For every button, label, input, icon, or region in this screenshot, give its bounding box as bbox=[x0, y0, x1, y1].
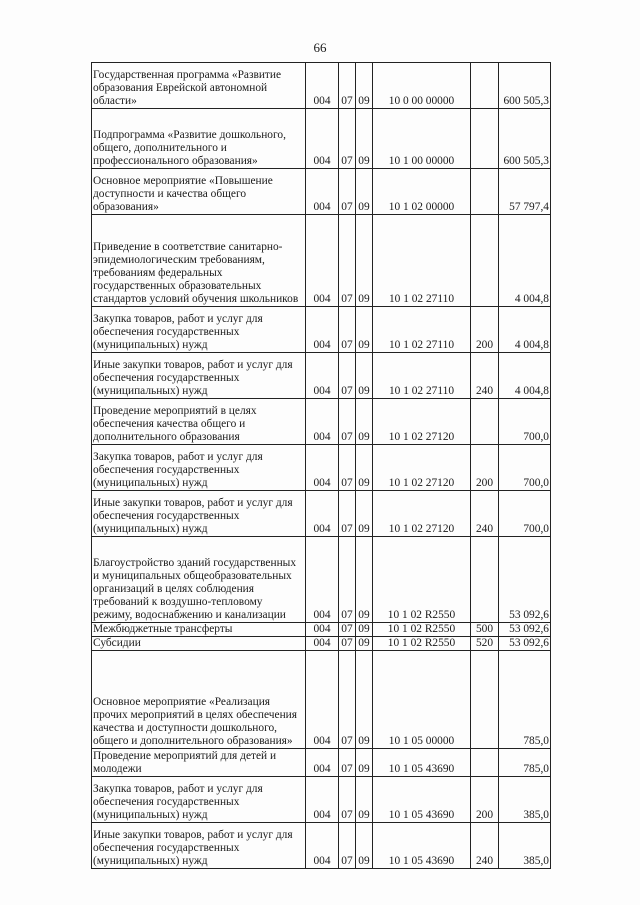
row-name: Иные закупки товаров, работ и услуг для обеспечения государственных (муниципальных) нужд bbox=[92, 823, 306, 869]
row-section-code: 07 bbox=[339, 445, 356, 491]
row-section-code: 07 bbox=[339, 777, 356, 823]
row-expense-type-code bbox=[471, 399, 499, 445]
row-section-code: 07 bbox=[339, 63, 356, 109]
page-number: 66 bbox=[313, 40, 327, 55]
row-name: Закупка товаров, работ и услуг для обеспечения государственных (муниципальных) нужд bbox=[92, 777, 306, 823]
row-admin-code: 004 bbox=[306, 623, 339, 637]
table-row bbox=[92, 445, 551, 491]
row-target-article-code: 10 1 02 27110 bbox=[373, 215, 471, 307]
row-admin-code: 004 bbox=[306, 63, 339, 109]
row-subsection-code: 09 bbox=[356, 823, 373, 869]
row-name: Закупка товаров, работ и услуг для обеспечения государственных (муниципальных) нужд bbox=[92, 307, 306, 353]
row-subsection-code: 09 bbox=[356, 399, 373, 445]
row-amount: 785,0 bbox=[499, 651, 551, 749]
row-admin-code: 004 bbox=[306, 215, 339, 307]
row-target-article-code: 10 1 02 27120 bbox=[373, 491, 471, 537]
row-target-article-code: 10 1 02 27120 bbox=[373, 445, 471, 491]
row-amount: 600 505,3 bbox=[499, 109, 551, 169]
row-admin-code: 004 bbox=[306, 537, 339, 623]
row-target-article-code: 10 1 05 43690 bbox=[373, 823, 471, 869]
row-expense-type-code: 240 bbox=[471, 491, 499, 537]
row-expense-type-code: 240 bbox=[471, 823, 499, 869]
row-admin-code: 004 bbox=[306, 637, 339, 651]
row-amount: 53 092,6 bbox=[499, 537, 551, 623]
row-expense-type-code bbox=[471, 537, 499, 623]
table-row bbox=[92, 651, 551, 749]
row-amount: 700,0 bbox=[499, 445, 551, 491]
row-target-article-code: 10 1 02 R2550 bbox=[373, 537, 471, 623]
row-target-article-code: 10 1 05 00000 bbox=[373, 651, 471, 749]
table-row bbox=[92, 823, 551, 869]
row-section-code: 07 bbox=[339, 399, 356, 445]
row-subsection-code: 09 bbox=[356, 63, 373, 109]
row-expense-type-code bbox=[471, 63, 499, 109]
row-expense-type-code: 200 bbox=[471, 777, 499, 823]
row-expense-type-code: 520 bbox=[471, 637, 499, 651]
row-subsection-code: 09 bbox=[356, 537, 373, 623]
row-amount: 57 797,4 bbox=[499, 169, 551, 215]
row-subsection-code: 09 bbox=[356, 445, 373, 491]
row-subsection-code: 09 bbox=[356, 169, 373, 215]
row-name: Основное мероприятие «Повышение доступности и качества общего образования» bbox=[92, 169, 306, 215]
row-amount: 385,0 bbox=[499, 823, 551, 869]
row-subsection-code: 09 bbox=[356, 777, 373, 823]
row-section-code: 07 bbox=[339, 623, 356, 637]
row-name: Иные закупки товаров, работ и услуг для обеспечения государственных (муниципальных) нужд bbox=[92, 491, 306, 537]
row-amount: 700,0 bbox=[499, 491, 551, 537]
table-row bbox=[92, 399, 551, 445]
row-admin-code: 004 bbox=[306, 749, 339, 777]
row-name: Проведение мероприятий для детей и молодежи bbox=[92, 749, 306, 777]
row-section-code: 07 bbox=[339, 109, 356, 169]
row-section-code: 07 bbox=[339, 823, 356, 869]
row-amount: 600 505,3 bbox=[499, 63, 551, 109]
table-row bbox=[92, 637, 551, 651]
row-admin-code: 004 bbox=[306, 353, 339, 399]
row-admin-code: 004 bbox=[306, 307, 339, 353]
row-name: Иные закупки товаров, работ и услуг для обеспечения государственных (муниципальных) нужд bbox=[92, 353, 306, 399]
row-section-code: 07 bbox=[339, 537, 356, 623]
row-name: Государственная программа «Развитие образования Еврейской автономной области» bbox=[92, 63, 306, 109]
row-amount: 385,0 bbox=[499, 777, 551, 823]
row-name: Проведение мероприятий в целях обеспечения качества общего и дополнительного образования bbox=[92, 399, 306, 445]
row-admin-code: 004 bbox=[306, 169, 339, 215]
row-section-code: 07 bbox=[339, 307, 356, 353]
row-expense-type-code: 240 bbox=[471, 353, 499, 399]
row-subsection-code: 09 bbox=[356, 749, 373, 777]
table-row bbox=[92, 537, 551, 623]
row-expense-type-code bbox=[471, 169, 499, 215]
table-row bbox=[92, 109, 551, 169]
row-admin-code: 004 bbox=[306, 399, 339, 445]
row-amount: 53 092,6 bbox=[499, 623, 551, 637]
table-row bbox=[92, 63, 551, 109]
row-section-code: 07 bbox=[339, 353, 356, 399]
row-amount: 4 004,8 bbox=[499, 215, 551, 307]
table-row bbox=[92, 169, 551, 215]
row-subsection-code: 09 bbox=[356, 307, 373, 353]
row-admin-code: 004 bbox=[306, 823, 339, 869]
row-section-code: 07 bbox=[339, 651, 356, 749]
row-target-article-code: 10 1 00 00000 bbox=[373, 109, 471, 169]
row-section-code: 07 bbox=[339, 215, 356, 307]
row-name: Субсидии bbox=[92, 637, 306, 651]
row-name: Благоустройство зданий государственных и муниципальных общеобразовательных организаций в целях соблюдения требований к воздушно-тепловому режиму, водоснабжению и канализации bbox=[92, 537, 306, 623]
budget-table bbox=[91, 62, 551, 869]
row-amount: 4 004,8 bbox=[499, 353, 551, 399]
row-expense-type-code bbox=[471, 651, 499, 749]
row-name: Подпрограмма «Развитие дошкольного, общего, дополнительного и профессионального образования» bbox=[92, 109, 306, 169]
row-target-article-code: 10 1 02 R2550 bbox=[373, 637, 471, 651]
row-subsection-code: 09 bbox=[356, 491, 373, 537]
row-section-code: 07 bbox=[339, 491, 356, 537]
row-section-code: 07 bbox=[339, 637, 356, 651]
table-body bbox=[92, 63, 551, 869]
row-subsection-code: 09 bbox=[356, 109, 373, 169]
row-amount: 4 004,8 bbox=[499, 307, 551, 353]
row-subsection-code: 09 bbox=[356, 215, 373, 307]
row-expense-type-code: 200 bbox=[471, 307, 499, 353]
row-admin-code: 004 bbox=[306, 109, 339, 169]
table-row bbox=[92, 307, 551, 353]
row-admin-code: 004 bbox=[306, 491, 339, 537]
row-admin-code: 004 bbox=[306, 651, 339, 749]
row-name: Основное мероприятие «Реализация прочих мероприятий в целях обеспечения качества и доступности дошкольного, общего и дополнительного образования» bbox=[92, 651, 306, 749]
row-target-article-code: 10 0 00 00000 bbox=[373, 63, 471, 109]
table-row bbox=[92, 777, 551, 823]
row-section-code: 07 bbox=[339, 749, 356, 777]
row-admin-code: 004 bbox=[306, 445, 339, 491]
row-admin-code: 004 bbox=[306, 777, 339, 823]
row-name: Закупка товаров, работ и услуг для обеспечения государственных (муниципальных) нужд bbox=[92, 445, 306, 491]
row-target-article-code: 10 1 02 27110 bbox=[373, 353, 471, 399]
table-row bbox=[92, 215, 551, 307]
table-row bbox=[92, 749, 551, 777]
table-row bbox=[92, 491, 551, 537]
row-expense-type-code: 500 bbox=[471, 623, 499, 637]
row-subsection-code: 09 bbox=[356, 637, 373, 651]
row-target-article-code: 10 1 05 43690 bbox=[373, 749, 471, 777]
row-target-article-code: 10 1 02 00000 bbox=[373, 169, 471, 215]
row-target-article-code: 10 1 05 43690 bbox=[373, 777, 471, 823]
row-expense-type-code bbox=[471, 215, 499, 307]
row-name: Приведение в соответствие санитарно-эпидемиологическим требованиям, требованиям федеральных государственных образовательных стандартов условий обучения школьников bbox=[92, 215, 306, 307]
row-expense-type-code bbox=[471, 749, 499, 777]
table-row bbox=[92, 353, 551, 399]
row-subsection-code: 09 bbox=[356, 353, 373, 399]
row-target-article-code: 10 1 02 27120 bbox=[373, 399, 471, 445]
row-name: Межбюджетные трансферты bbox=[92, 623, 306, 637]
row-target-article-code: 10 1 02 R2550 bbox=[373, 623, 471, 637]
row-expense-type-code bbox=[471, 109, 499, 169]
row-subsection-code: 09 bbox=[356, 623, 373, 637]
row-amount: 53 092,6 bbox=[499, 637, 551, 651]
row-section-code: 07 bbox=[339, 169, 356, 215]
row-amount: 785,0 bbox=[499, 749, 551, 777]
row-subsection-code: 09 bbox=[356, 651, 373, 749]
table-row bbox=[92, 623, 551, 637]
row-expense-type-code: 200 bbox=[471, 445, 499, 491]
row-amount: 700,0 bbox=[499, 399, 551, 445]
row-target-article-code: 10 1 02 27110 bbox=[373, 307, 471, 353]
